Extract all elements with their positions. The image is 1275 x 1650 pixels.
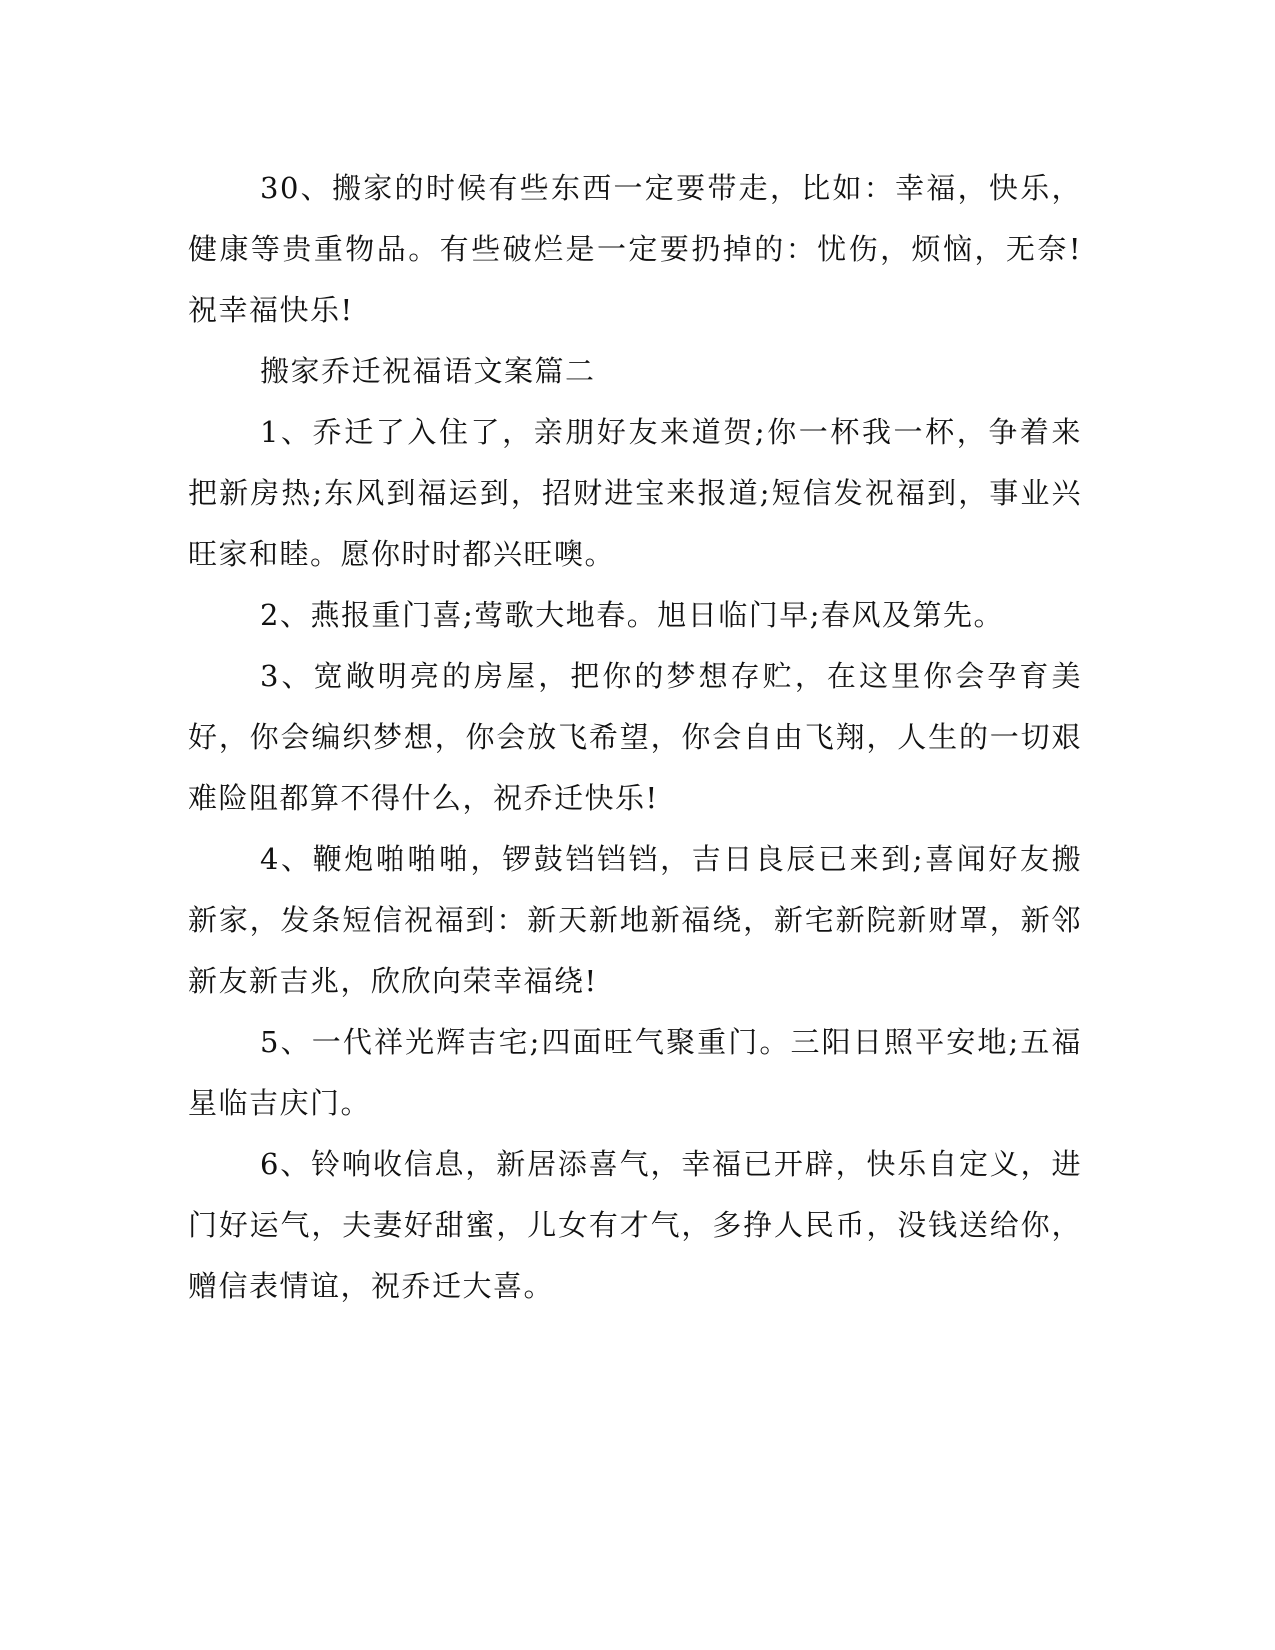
paragraph-item-30: 30、搬家的时候有些东西一定要带走，比如：幸福，快乐，健康等贵重物品。有些破烂是一定要扔掉的：忧伤，烦恼，无奈!祝幸福快乐!: [188, 171, 1082, 327]
paragraph-item-1: 1、乔迁了入住了，亲朋好友来道贺;你一杯我一杯，争着来把新房热;东风到福运到，招财进宝来报道;短信发祝福到，事业兴旺家和睦。愿你时时都兴旺噢。: [188, 415, 1082, 571]
paragraph-item-2: 2、燕报重门喜;莺歌大地春。旭日临门早;春风及第先。: [260, 598, 1004, 632]
paragraph-item-4: 4、鞭炮啪啪啪，锣鼓铛铛铛，吉日良辰已来到;喜闻好友搬新家，发条短信祝福到：新天新地新福绕，新宅新院新财罩，新邻新友新吉兆，欣欣向荣幸福绕!: [188, 842, 1082, 998]
paragraph-item-3: 3、宽敞明亮的房屋，把你的梦想存贮，在这里你会孕育美好，你会编织梦想，你会放飞希望，你会自由飞翔，人生的一切艰难险阻都算不得什么，祝乔迁快乐!: [188, 659, 1082, 815]
paragraph-item-6: 6、铃响收信息，新居添喜气，幸福已开辟，快乐自定义，进门好运气，夫妻好甜蜜，儿女有才气，多挣人民币，没钱送给你，赠信表情谊，祝乔迁大喜。: [188, 1147, 1082, 1303]
document-body: [188, 158, 1082, 1317]
paragraph-item-5: 5、一代祥光辉吉宅;四面旺气聚重门。三阳日照平安地;五福星临吉庆门。: [188, 1025, 1082, 1120]
section-heading: 搬家乔迁祝福语文案篇二: [260, 354, 596, 388]
